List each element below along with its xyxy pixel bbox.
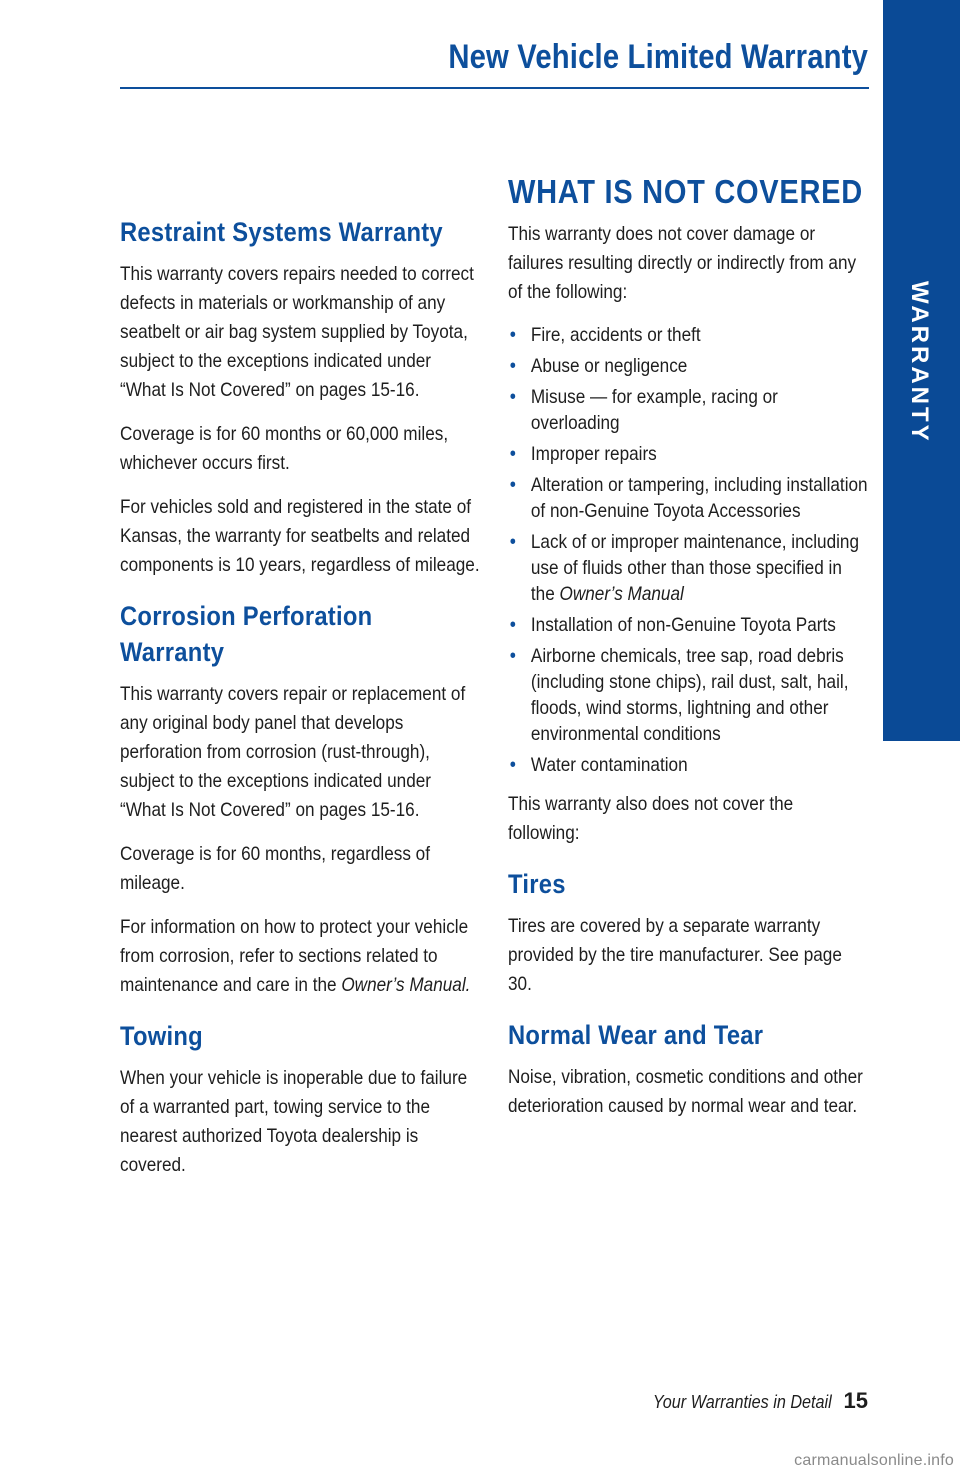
- left-column: [120, 214, 480, 1198]
- corrosion-paragraph-2: Coverage is for 60 months, regardless of mileage.: [120, 843, 430, 894]
- not-covered-outro: This warranty also does not cover the following:: [508, 793, 794, 844]
- bullet-icon: •: [509, 645, 516, 667]
- page-header-title: New Vehicle Limited Warranty: [448, 38, 868, 76]
- list-item: • Water contamination: [509, 754, 688, 776]
- corrosion-paragraph-1: This warranty covers repair or replacement of any original body panel that develops perforation from corrosion (rust-through), subject to the exceptions indicated under “What Is Not Covered” on pages 15-16.: [120, 683, 466, 821]
- restraint-paragraph-3: For vehicles sold and registered in the state of Kansas, the warranty for seatbelts and related components is 10 years, regardless of mileage.: [120, 496, 480, 576]
- restraint-heading: Restraint Systems Warranty: [120, 217, 443, 247]
- list-item: • Airborne chemicals, tree sap, road debris (including stone chips), rail dust, salt, hail, floods, wind storms, lightning and other environmental conditions: [509, 645, 849, 745]
- towing-heading: Towing: [120, 1021, 203, 1051]
- restraint-paragraph-2: Coverage is for 60 months or 60,000 miles, whichever occurs first.: [120, 423, 449, 474]
- towing-section: [120, 1018, 480, 1180]
- tires-heading: Tires: [508, 869, 566, 899]
- corrosion-section: [120, 598, 480, 1000]
- list-item: • Installation of non-Genuine Toyota Parts: [509, 614, 836, 636]
- wear-paragraph: Noise, vibration, cosmetic conditions and other deterioration caused by normal wear and tear.: [508, 1066, 863, 1117]
- wear-section: [508, 1017, 868, 1121]
- footer-section-title: Your Warranties in Detail: [652, 1392, 832, 1412]
- restraint-section: [120, 214, 480, 580]
- page-footer: [633, 1388, 868, 1414]
- not-covered-intro: This warranty does not cover damage or failures resulting directly or indirectly from any of the following:: [508, 223, 857, 303]
- list-item: • Fire, accidents or theft: [509, 324, 701, 346]
- wear-heading: Normal Wear and Tear: [508, 1020, 764, 1050]
- tires-section: [508, 866, 868, 999]
- page-number: 15: [843, 1388, 868, 1413]
- bullet-icon: •: [509, 355, 516, 377]
- owners-manual-reference: Owner’s Manual.: [341, 974, 471, 996]
- corrosion-paragraph-3-text: For information on how to protect your vehicle from corrosion, refer to sections related to maintenance and care in the: [120, 916, 469, 996]
- list-item: • Lack of or improper maintenance, including use of fluids other than those specified in the Owner’s Manual: [509, 531, 860, 605]
- owners-manual-reference: Owner’s Manual: [559, 583, 684, 605]
- list-item: • Misuse — for example, racing or overloading: [509, 386, 778, 434]
- header-rule: [120, 87, 869, 89]
- tires-paragraph: Tires are covered by a separate warranty provided by the tire manufacturer. See page 30.: [508, 915, 842, 995]
- bullet-icon: •: [509, 443, 516, 465]
- list-item: • Alteration or tampering, including installation of non-Genuine Toyota Accessories: [509, 474, 868, 522]
- bullet-icon: •: [509, 614, 516, 636]
- bullet-icon: •: [509, 531, 516, 553]
- restraint-paragraph-1: This warranty covers repairs needed to correct defects in materials or workmanship of any seatbelt or air bag system supplied by Toyota, subject to the exceptions indicated under “What Is Not Covered” on pages 15-16.: [120, 263, 474, 401]
- towing-paragraph: When your vehicle is inoperable due to failure of a warranted part, towing service to the nearest authorized Toyota dealership is covered.: [120, 1067, 468, 1176]
- watermark: carmanualsonline.info: [794, 1452, 954, 1469]
- list-item: • Improper repairs: [509, 443, 657, 465]
- bullet-icon: •: [509, 386, 516, 408]
- corrosion-heading: Corrosion Perforation Warranty: [120, 601, 373, 667]
- side-tab-label: WARRANTY: [906, 281, 933, 444]
- right-column: [508, 172, 868, 1139]
- not-covered-section: [508, 172, 868, 848]
- bullet-icon: •: [509, 474, 516, 496]
- list-item: • Abuse or negligence: [509, 355, 688, 377]
- corrosion-paragraph-3: [120, 913, 480, 1000]
- bullet-icon: •: [509, 324, 516, 346]
- bullet-icon: •: [509, 754, 516, 776]
- exclusions-list: [508, 322, 868, 778]
- not-covered-heading: WHAT IS NOT COVERED: [508, 173, 863, 210]
